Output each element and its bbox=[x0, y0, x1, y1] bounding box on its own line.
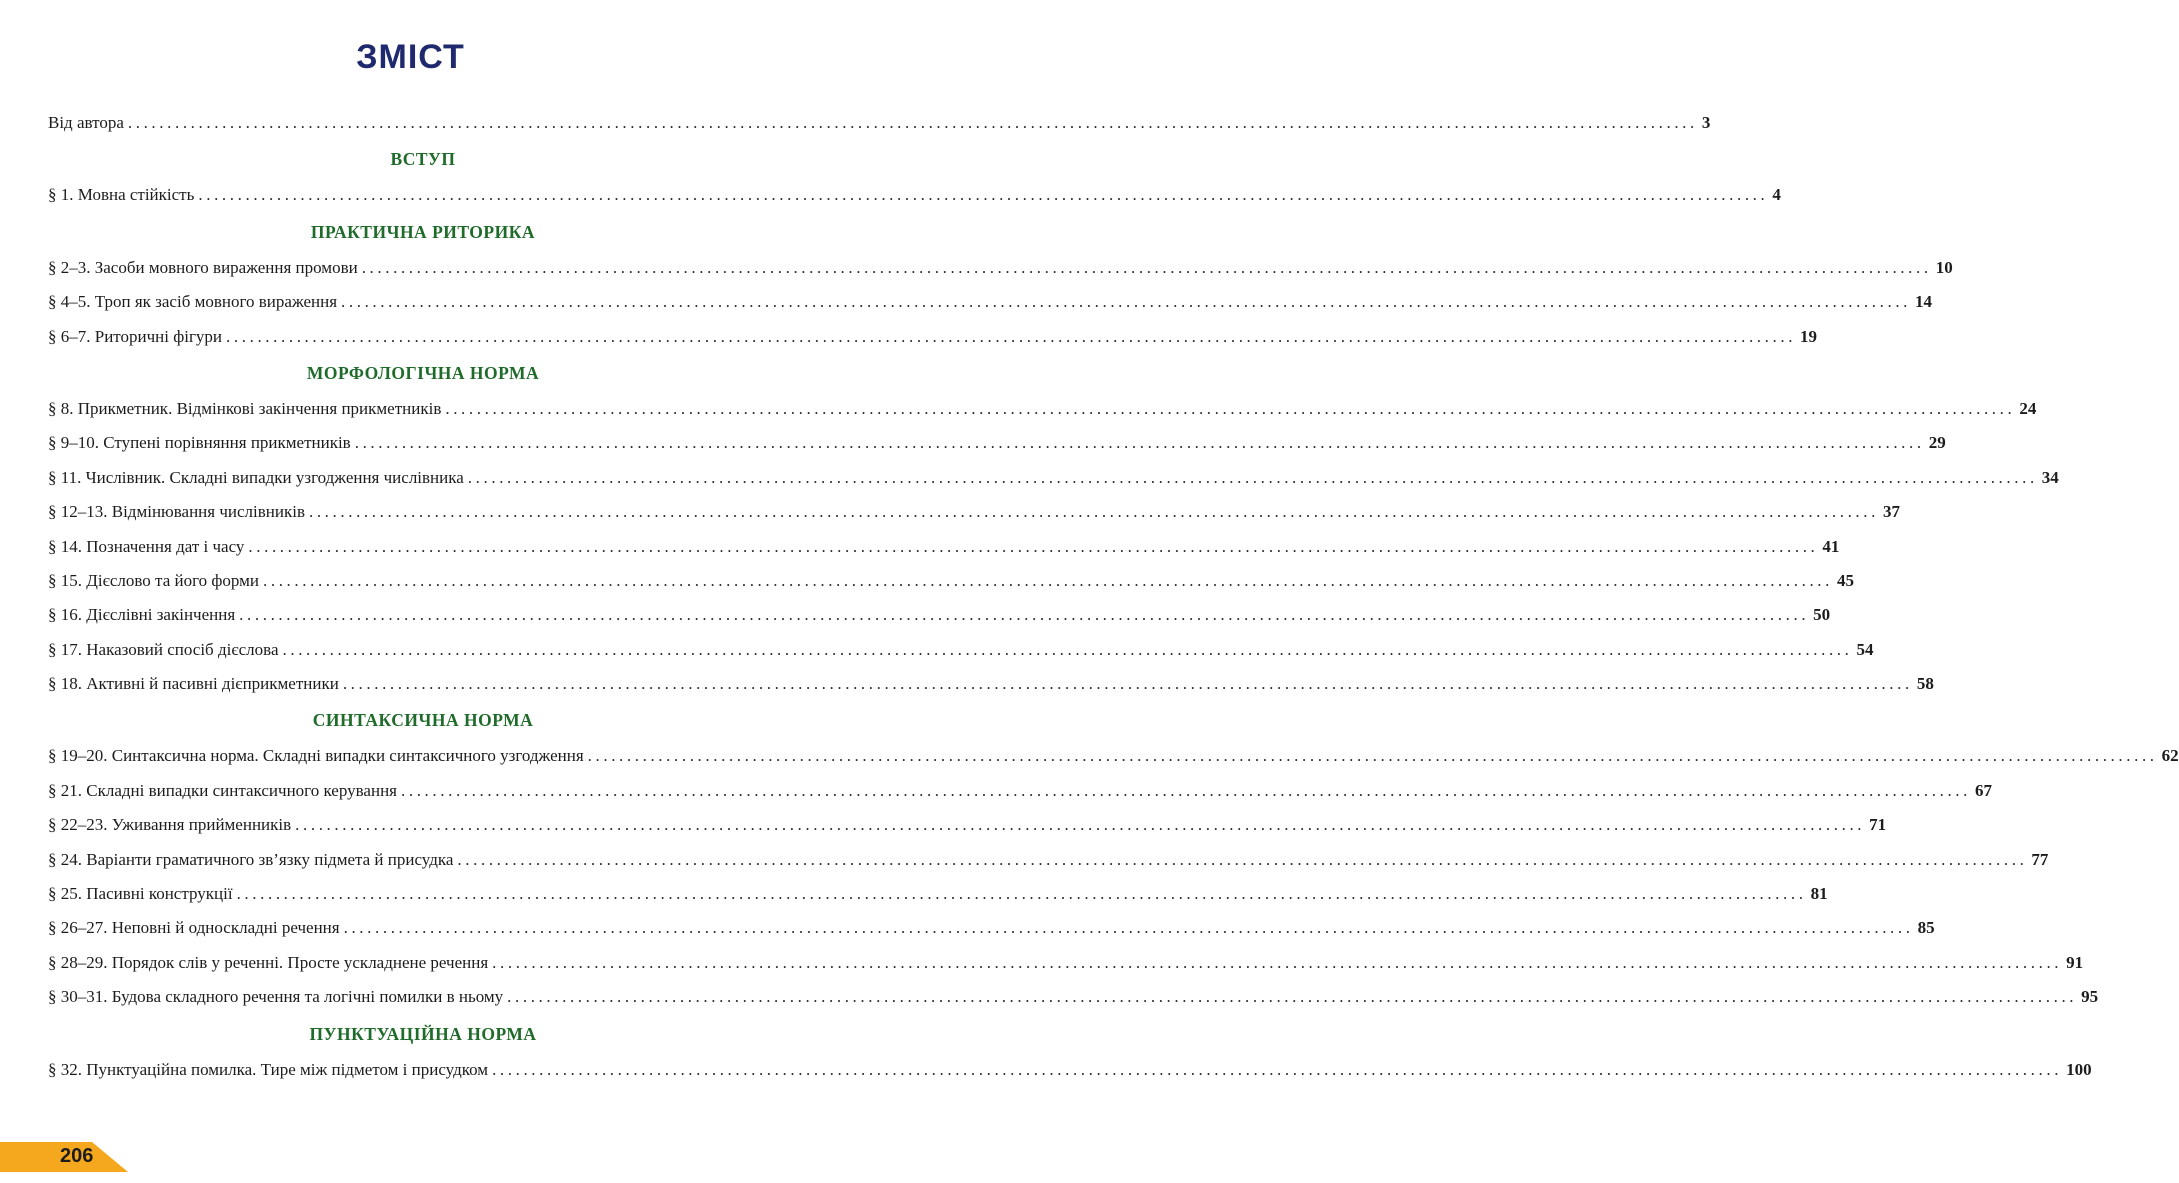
toc-entry-page: 85 bbox=[1917, 918, 1935, 938]
toc-entry[interactable] bbox=[48, 980, 2099, 1014]
toc-dot-leader: ........................................................................................................................................................................................................ bbox=[401, 780, 1971, 800]
toc-entry-title: § 2–3. Засоби мовного вираження промови bbox=[48, 257, 358, 277]
toc-dot-leader: ........................................................................................................................................................................................................ bbox=[361, 257, 1932, 277]
toc-entry[interactable] bbox=[48, 843, 2049, 877]
toc-entry-title: § 21. Складні випадки синтаксичного керування bbox=[48, 780, 397, 800]
toc-dot-leader: ........................................................................................................................................................................................................ bbox=[295, 815, 1866, 835]
toc-dot-leader: ........................................................................................................................................................................................................ bbox=[587, 746, 2158, 766]
toc-entry-title: § 1. Мовна стійкість bbox=[48, 185, 195, 205]
toc-dot-leader: ........................................................................................................................................................................................................ bbox=[282, 639, 1853, 659]
toc-entry[interactable] bbox=[48, 667, 1934, 701]
toc-dot-leader: ........................................................................................................................................................................................................ bbox=[127, 113, 1698, 132]
page-title: ЗМІСТ bbox=[356, 38, 465, 76]
toc-entry[interactable] bbox=[48, 911, 1935, 945]
toc-entry-page: 4 bbox=[1772, 185, 1781, 205]
toc-entry[interactable] bbox=[48, 285, 1933, 319]
toc-entry-page: 41 bbox=[1822, 536, 1840, 556]
toc-section-heading: МОРФОЛОГІЧНА НОРМА bbox=[306, 362, 540, 383]
toc-entry-title: § 12–13. Відмінювання числівників bbox=[48, 502, 305, 522]
toc-entry-page: 50 bbox=[1813, 605, 1831, 625]
toc-section-heading: ПУНКТУАЦІЙНА НОРМА bbox=[309, 1023, 537, 1044]
toc-entry-title: § 17. Наказовий спосіб дієслова bbox=[48, 639, 279, 659]
toc-section-heading: ВСТУП bbox=[390, 149, 456, 170]
toc-entry-title: § 15. Дієслово та його форми bbox=[48, 570, 259, 590]
toc-entry-page: 29 bbox=[1928, 433, 1946, 453]
toc-dot-leader: ........................................................................................................................................................................................................ bbox=[308, 502, 1879, 522]
toc-dot-leader: ........................................................................................................................................................................................................ bbox=[226, 326, 1797, 346]
toc-entry-title: § 16. Дієслівні закінчення bbox=[48, 605, 236, 625]
toc-entry[interactable] bbox=[48, 320, 1818, 354]
toc-entry[interactable] bbox=[48, 251, 1953, 285]
toc-section-heading: ПРАКТИЧНА РИТОРИКА bbox=[310, 221, 536, 242]
toc-dot-leader: ........................................................................................................................................................................................................ bbox=[342, 674, 1913, 694]
toc-entry[interactable] bbox=[48, 877, 1828, 911]
toc-dot-leader: ........................................................................................................................................................................................................ bbox=[492, 952, 2063, 972]
toc-entry-title: § 28–29. Порядок слів у реченні. Просте ускладнене речення bbox=[48, 952, 489, 972]
toc-entry-title: § 26–27. Неповні й односкладні речення bbox=[48, 918, 340, 938]
toc-entry-title: § 6–7. Риторичні фігури bbox=[48, 326, 223, 346]
toc-entry-page: 54 bbox=[1856, 639, 1874, 659]
toc-entry[interactable] bbox=[48, 739, 2179, 773]
toc-entry[interactable] bbox=[48, 598, 1831, 632]
toc-entry-page: 58 bbox=[1916, 674, 1934, 694]
page-number-badge bbox=[0, 1142, 130, 1172]
toc-entry-page: 24 bbox=[2019, 398, 2037, 418]
toc-entry[interactable] bbox=[48, 461, 2059, 495]
toc-dot-leader: ........................................................................................................................................................................................................ bbox=[198, 185, 1769, 205]
toc-entry-page: 14 bbox=[1915, 292, 1933, 312]
toc-section-heading: СИНТАКСИЧНА НОРМА bbox=[312, 710, 534, 731]
toc-entry[interactable] bbox=[48, 774, 1992, 808]
toc-entry-page: 45 bbox=[1837, 570, 1854, 590]
toc-dot-leader: ........................................................................................................................................................................................................ bbox=[248, 536, 1819, 556]
toc-dot-leader: ........................................................................................................................................................................................................ bbox=[507, 987, 2078, 1007]
toc-entry-title: § 11. Числівник. Складні випадки узгодження числівника bbox=[48, 467, 464, 487]
toc-dot-leader: ........................................................................................................................................................................................................ bbox=[263, 570, 1833, 590]
toc-entry-title: § 19–20. Синтаксична норма. Складні випадки синтаксичного узгодження bbox=[48, 746, 584, 766]
toc-entry[interactable] bbox=[48, 530, 1840, 564]
toc-entry-title: § 22–23. Уживання прийменників bbox=[48, 815, 292, 835]
toc-entry-page: 81 bbox=[1810, 884, 1828, 904]
toc-entry-page: 100 bbox=[2066, 1059, 2092, 1079]
toc-dot-leader: ........................................................................................................................................................................................................ bbox=[354, 433, 1925, 453]
toc-entry[interactable] bbox=[48, 946, 2084, 980]
toc-entry-page: 34 bbox=[2041, 467, 2059, 487]
toc-entry[interactable] bbox=[48, 1053, 2092, 1087]
toc-entry-title: § 25. Пасивні конструкції bbox=[48, 884, 233, 904]
toc-dot-leader: ........................................................................................................................................................................................................ bbox=[239, 605, 1810, 625]
toc-dot-leader: ........................................................................................................................................................................................................ bbox=[445, 398, 2016, 418]
toc-entry-page: 95 bbox=[2081, 987, 2099, 1007]
toc-entry-title: § 32. Пунктуаційна помилка. Тире між підметом і присудком bbox=[48, 1059, 489, 1079]
toc-entry-title: § 18. Активні й пасивні дієприкметники bbox=[48, 674, 339, 694]
toc-entry[interactable] bbox=[48, 178, 1781, 212]
toc-entry-title: § 4–5. Троп як засіб мовного вираження bbox=[48, 292, 338, 312]
toc-entry[interactable] bbox=[48, 392, 2037, 426]
toc-entry[interactable] bbox=[48, 495, 1900, 529]
toc-entry-page: 37 bbox=[1882, 502, 1900, 522]
toc-entry-page: 91 bbox=[2066, 952, 2084, 972]
toc-dot-leader: ........................................................................................................................................................................................................ bbox=[492, 1059, 2063, 1079]
toc-entry-page: 71 bbox=[1869, 815, 1887, 835]
toc-entry-page: 67 bbox=[1975, 780, 1992, 800]
toc-entry-title: § 24. Варіанти граматичного зв’язку підмета й присудка bbox=[48, 849, 454, 869]
table-of-contents bbox=[48, 106, 2179, 1087]
toc-entry[interactable] bbox=[48, 564, 1854, 598]
toc-entry[interactable] bbox=[48, 633, 1874, 667]
toc-dot-leader: ........................................................................................................................................................................................................ bbox=[457, 849, 2028, 869]
toc-entry-page: 62 bbox=[2161, 746, 2179, 766]
toc-entry-title: Від автора bbox=[48, 113, 124, 132]
toc-entry-title: § 8. Прикметник. Відмінкові закінчення прикметників bbox=[48, 398, 442, 418]
toc-entry[interactable] bbox=[48, 106, 1711, 140]
toc-entry-title: § 9–10. Ступені порівняння прикметників bbox=[48, 433, 351, 453]
toc-dot-leader: ........................................................................................................................................................................................................ bbox=[467, 467, 2038, 487]
toc-entry-page: 3 bbox=[1701, 113, 1711, 132]
toc-dot-leader: ........................................................................................................................................................................................................ bbox=[341, 292, 1912, 312]
toc-entry-page: 19 bbox=[1800, 326, 1818, 346]
toc-entry-page: 77 bbox=[2031, 849, 2049, 869]
toc-entry[interactable] bbox=[48, 808, 1887, 842]
toc-dot-leader: ........................................................................................................................................................................................................ bbox=[236, 884, 1807, 904]
toc-entry-page: 10 bbox=[1935, 257, 1953, 277]
toc-entry-title: § 14. Позначення дат і часу bbox=[48, 536, 245, 556]
toc-entry[interactable] bbox=[48, 426, 1946, 460]
toc-dot-leader: ........................................................................................................................................................................................................ bbox=[343, 918, 1914, 938]
toc-entry-title: § 30–31. Будова складного речення та логічні помилки в ньому bbox=[48, 987, 504, 1007]
page-number: 206 bbox=[60, 1145, 94, 1167]
